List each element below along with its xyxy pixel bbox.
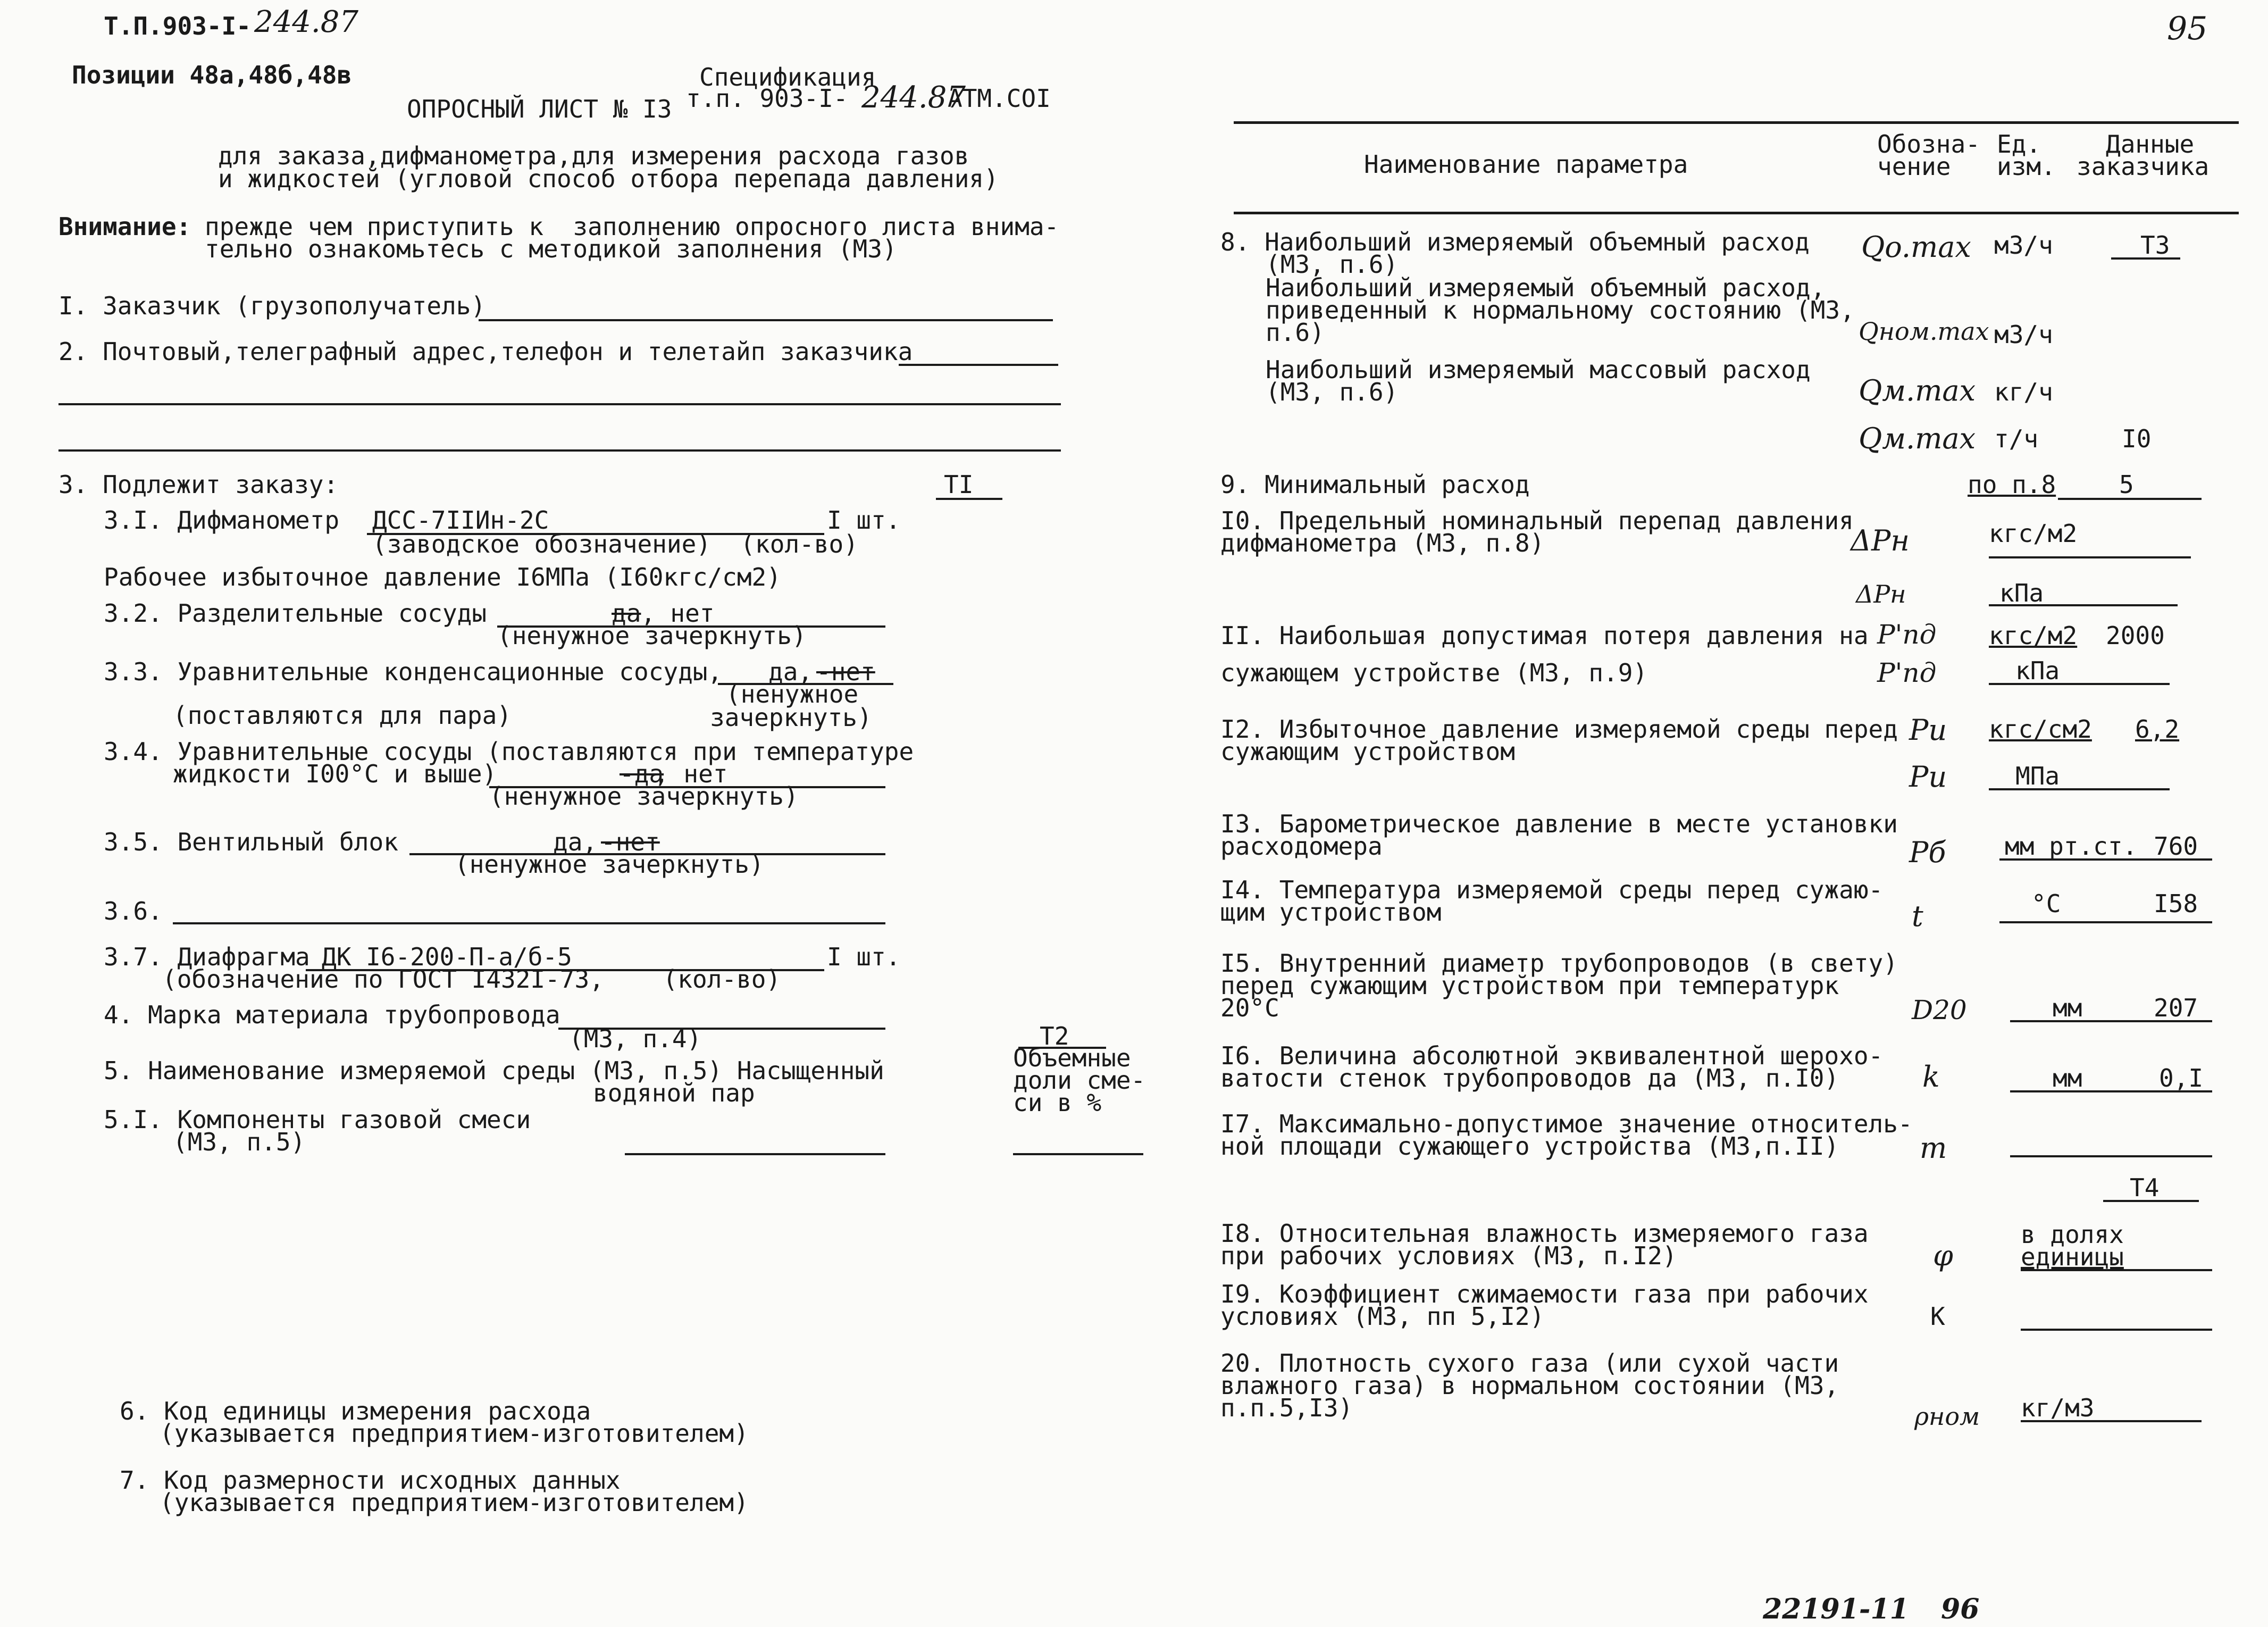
row-18-unit-2: единицы [2021,1242,2124,1271]
spec-ref-handwritten: 244.87 [861,80,966,115]
table-header-customer-2: заказчика [2077,152,2210,181]
row-8-symbol: Qo.max [1861,230,1971,264]
table-top-rule [1234,121,2239,124]
item-3-2-note: (ненужное зачеркнуть) [497,621,807,650]
row-8b-unit: м3/ч [1994,320,2053,349]
table-header-unit-1: Ед. [1997,130,2041,158]
row-11b-unit: кПа [2015,656,2060,685]
item-3-3-note-1: (ненужное [726,680,859,708]
t2-caption-line-1: Объемные [1013,1044,1131,1072]
row-15-line-1: I5. Внутренний диаметр трубопроводов (в свету) [1220,949,1898,978]
spec-ref-suffix: АТМ.СОI [948,84,1051,113]
spec-ref-prefix: т.п. 903-I- [686,84,848,113]
item-3-2-no[interactable]: , нет [641,599,715,628]
item-3-6-label: 3.6. [104,897,163,925]
footer-doc-number: 22191-11 [1763,1593,1909,1625]
row-14-unit: °С [2031,889,2061,918]
table-header-customer-1: Данные [2106,130,2195,158]
row-13-line [1999,858,2212,861]
table-marker-t1: TI [944,470,974,499]
row-8d-symbol: Qм.max [1859,422,1976,455]
item-3-1-note: (заводское обозначение) (кол-во) [372,530,858,558]
row-13-value[interactable]: 760 [2154,832,2198,861]
item-6-line-2: (указывается предприятием-изготовителем) [160,1419,749,1448]
item-7-line-2: (указывается предприятием-изготовителем) [160,1488,749,1517]
item-3-5-note: (ненужное зачеркнуть) [455,850,764,879]
spec-label: Спецификация [699,63,876,91]
row-17-line-1: I7. Максимально-допустимое значение относитель- [1220,1109,1913,1138]
row-18-symbol: φ [1933,1239,1953,1272]
row-8b-symbol: Qном.max [1859,317,1989,346]
row-10-symbol: ΔPн [1851,524,1910,557]
table-header-designation-1: Обозна- [1877,130,1980,158]
table-marker-t4: Т4 [2130,1173,2160,1202]
row-20-line[interactable] [2021,1420,2202,1422]
item-3-6-line[interactable] [173,922,885,924]
item-3-4-note: (ненужное зачеркнуть) [489,782,799,811]
row-13-unit: мм рт.ст. [2005,832,2138,861]
attention-line-1: прежде чем приступить к заполнению опросного листа внима- [205,212,1059,241]
t2-caption-line-3: си в % [1013,1088,1102,1117]
item-4-note: (М3, п.4) [569,1024,702,1053]
row-9-line-1: 9. Минимальный расход [1220,470,1530,499]
attention-label: Внимание: [58,212,191,241]
row-12-value[interactable]: 6,2 [2135,715,2180,744]
item-3-1-qty[interactable]: I шт. [827,506,901,535]
positions-label: Позиции 48а,48б,48в [72,61,352,89]
row-10-line-2: дифманометра (М3, п.8) [1220,529,1545,557]
purpose-line-2: и жидкостей (угловой способ отбора перепада давления) [218,164,999,193]
item-3-7-value[interactable]: ДК I6-200-П-а/б-5 [322,942,572,971]
row-10b-symbol: ΔPн [1856,580,1906,608]
row-17-symbol: m [1920,1131,1947,1165]
row-19-symbol: К [1930,1302,1945,1331]
item-7-line-1: 7. Код размерности исходных данных [120,1466,621,1495]
page-number: 95 [2167,10,2208,47]
row-14-line-2: щим устройством [1220,898,1442,927]
row-8-line-2: (М3, п.6) [1266,250,1399,279]
row-8-unit: м3/ч [1994,231,2053,260]
row-8c-symbol: Qм.max [1859,374,1976,407]
item-3-to-order: 3. Подлежит заказу: [58,470,339,499]
item-3-7-note: (обозначение по ГОСТ I432I-73, (кол-во) [162,965,781,994]
item-3-3-no-struck[interactable]: -нет [816,657,875,686]
item-5-value[interactable]: водяной пар [593,1079,755,1107]
row-8-underline [2111,257,2180,260]
item-3-3-note-2: зачеркнуть) [710,703,872,732]
row-8c-unit: кг/ч [1994,378,2053,406]
item-3-3-yes[interactable]: да, [768,657,813,686]
item-5-label: 5. Наименование измеряемой среды (М3, п.5) Насыщенный [104,1056,884,1085]
row-12-line-1: I2. Избыточное давление измеряемой среды перед [1220,715,1898,744]
item-3-2-yes-struck[interactable]: да [612,599,641,628]
row-16-line-2: ватости стенок трубопроводов да (М3, п.I0) [1220,1064,1839,1092]
t2-fraction-line[interactable] [1013,1153,1143,1155]
row-15-symbol: D20 [1912,995,1967,1025]
item-3-4-no[interactable]: , нет [654,760,728,788]
item-3-5-yes[interactable]: да, [553,828,598,856]
row-12-unit: кгс/см2 [1989,715,2092,744]
row-9-unit: по п.8 [1968,470,2056,499]
row-20-unit: кг/м3 [2021,1394,2095,1422]
item-1-customer: I. Заказчик (грузополучатель) [58,291,486,320]
row-19-line-2: условиях (М3, пп 5,I2) [1220,1302,1545,1331]
item-3-7-label: 3.7. Диафрагма [104,942,310,971]
row-10-line-1: I0. Предельный номинальный перепад давления [1220,506,1854,535]
table-header-designation-2: чение [1877,152,1951,181]
row-17-line-2: ной площади сужающего устройства (М3,п.II) [1220,1132,1839,1161]
row-11-line-2: сужающем устройстве (М3, п.9) [1220,658,1648,687]
item-3-5-no-struck[interactable]: -нет [601,828,660,856]
form-title: ОПРОСНЫЙ ЛИСТ № I3 [407,95,672,123]
item-6-line-1: 6. Код единицы измерения расхода [120,1397,591,1425]
row-8c-line-2: (М3, п.6) [1266,378,1399,406]
tp-handwritten-number: 244.87 [254,5,358,39]
row-10-line[interactable] [1989,556,2191,558]
item-5-1-line[interactable] [625,1153,885,1155]
table-header-name: Наименование параметра [1364,150,1688,179]
row-8-value-t3: Т3 [2140,231,2170,260]
row-19-line[interactable] [2021,1329,2212,1331]
row-20-line-2: влажного газа) в нормальном состоянии (М3, [1220,1371,1839,1400]
item-5-1-line-1: 5.I. Компоненты газовой смеси [104,1105,531,1134]
row-18-line-1: I8. Относительная влажность измеряемого газа [1220,1219,1869,1248]
row-12b-line[interactable] [1989,788,2170,790]
item-3-4-line-1: 3.4. Уравнительные сосуды (поставляются при температуре [104,737,914,766]
row-8d-unit: т/ч [1994,424,2039,453]
attention-line-2: тельно ознакомьтесь с методикой заполнения (М3) [205,235,897,263]
row-8-line-1: 8. Наибольший измеряемый объемный расход [1220,228,1810,256]
row-15-value[interactable]: 207 [2154,994,2198,1022]
t2-caption-line-2: доли сме- [1013,1066,1146,1095]
table-header-rule [1234,212,2239,214]
item-3-1-value[interactable]: ДСС-7IIИн-2С [372,506,549,535]
row-11-unit: кгс/м2 [1989,621,2078,650]
item-2-address: 2. Почтовый,телеграфный адрес,телефон и телетайп заказчика [58,337,913,366]
row-15-line [2010,1020,2212,1022]
row-14-line-1: I4. Температура измеряемой среды перед сужаю- [1220,875,1884,904]
row-11-symbol: P'пд [1877,619,1937,650]
item-3-3-label: 3.3. Уравнительные конденсационные сосуды, [104,657,723,686]
purpose-line-1: для заказа,дифманометра,для измерения расхода газов [218,141,969,170]
item-3-1-label: 3.I. Дифманометр [104,506,340,535]
row-20-line-3: п.п.5,I3) [1220,1394,1353,1422]
row-12-line-2: сужающим устройством [1220,737,1515,766]
row-13-line-1: I3. Барометрическое давление в месте установки [1220,810,1898,838]
row-18-unit-1: в долях [2021,1220,2124,1249]
row-18-line-2: при рабочих условиях (М3, п.I2) [1220,1241,1677,1270]
item-4-label: 4. Марка материала трубопровода [104,1000,560,1029]
table-header-unit-2: изм. [1997,152,2056,181]
row-12-symbol: Pи [1909,713,1947,747]
footer-page-number: 96 [1941,1593,1980,1625]
item-5-1-line-2: (М3, п.5) [173,1128,306,1156]
row-16-line [2010,1090,2212,1092]
row-20-line-1: 20. Плотность сухого газа (или сухой части [1220,1349,1839,1378]
address-field-line-3[interactable] [58,449,1061,452]
row-16-symbol: k [1922,1060,1940,1094]
row-8b-line-3: п.6) [1266,318,1325,347]
row-8d-value[interactable]: I0 [2122,424,2152,453]
row-12b-unit: МПа [2015,762,2060,790]
table-marker-t2: Т2 [1040,1022,1069,1050]
row-16-unit: мм [2053,1064,2082,1092]
t1-underline [936,498,1002,500]
row-11b-symbol: P'пд [1877,657,1937,688]
row-14-symbol: t [1912,899,1923,933]
row-11-line-1: II. Наибольшая допустимая потеря давления на [1220,621,1869,650]
row-8c-line-1: Наибольший измеряемый массовый расход [1266,355,1811,384]
row-10-unit: кгс/м2 [1989,519,2078,548]
t4-underline [2103,1200,2199,1202]
row-13-line-2: расходомера [1220,832,1383,861]
row-17-line[interactable] [2010,1155,2212,1157]
row-18-line[interactable] [2021,1269,2212,1271]
row-15-line-2: перед сужающим устройством при температурк [1220,971,1839,1000]
row-8b-line-2: приведенный к нормальному состоянию (М3, [1266,296,1855,324]
item-3-4-yes-struck[interactable]: -да [620,760,664,788]
row-12b-symbol: Pи [1909,760,1947,794]
row-11b-line[interactable] [1989,683,2170,685]
row-15-line-3: 20°С [1220,994,1279,1022]
row-16-line-1: I6. Величина абсолютной эквивалентной шерохо- [1220,1041,1884,1070]
row-9-line [2058,498,2202,500]
row-13-symbol: Pб [1909,836,1946,869]
item-3-4-line-2: жидкости I00°С и выше) [173,760,497,788]
customer-field-line[interactable] [479,319,1053,321]
item-3-3-sub: (поставляются для пара) [173,701,512,730]
row-10b-unit: кПа [1999,579,2044,607]
item-3-7-qty[interactable]: I шт. [827,942,901,971]
row-15-unit: мм [2053,994,2082,1022]
row-11-value[interactable]: 2000 [2106,621,2165,650]
row-9-value[interactable]: 5 [2119,470,2134,499]
item-3-2-label: 3.2. Разделительные сосуды [104,599,487,628]
address-field-line-2[interactable] [58,403,1061,405]
row-16-value[interactable]: 0,I [2159,1064,2204,1092]
row-8b-line-1: Наибольший измеряемый объемный расход, [1266,273,1826,302]
row-14-line [1999,921,2212,923]
row-20-symbol: ρном [1914,1402,1980,1431]
row-10b-line[interactable] [1989,604,2178,606]
row-19-line-1: I9. Коэффициент сжимаемости газа при рабочих [1220,1280,1869,1308]
address-field-line-1[interactable] [899,364,1058,366]
item-3-5-label: 3.5. Вентильный блок [104,828,398,856]
row-14-value[interactable]: I58 [2154,889,2198,918]
tp-prefix: Т.П.903-I- [104,12,251,40]
working-pressure: Рабочее избыточное давление I6МПа (I60кгс/см2) [104,563,781,591]
